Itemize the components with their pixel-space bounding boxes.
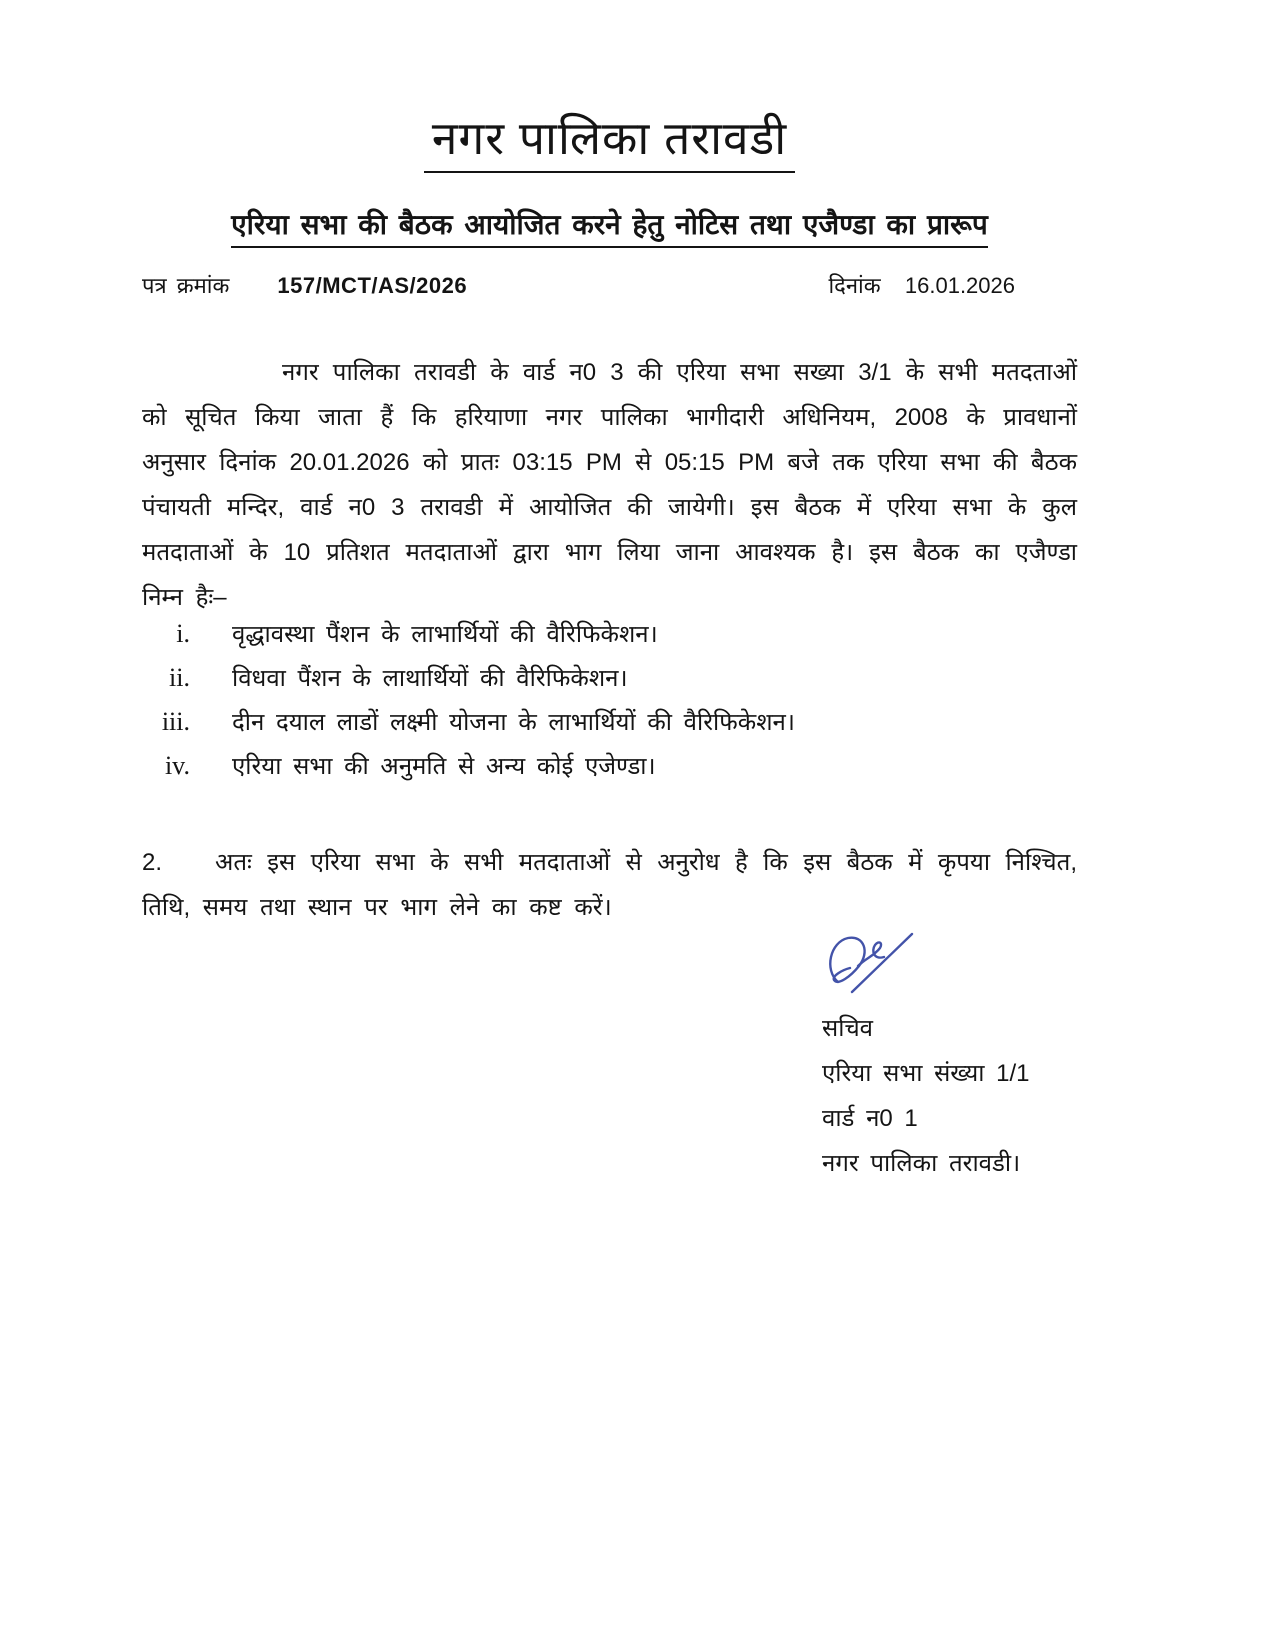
closing-paragraph-text: अतः इस एरिया सभा के सभी मतदाताओं से अनुरोध है कि इस बैठक में कृपया निश्चित, तिथि, समय तथा स्थान पर भाग लेने का कष्ट करें। bbox=[142, 849, 1077, 921]
agenda-item-number: ii. bbox=[169, 663, 190, 692]
signatory-role: सचिव bbox=[822, 1015, 874, 1042]
list-item bbox=[150, 656, 1010, 700]
document-subheader bbox=[142, 208, 1077, 248]
list-item bbox=[150, 700, 1010, 744]
letter-date bbox=[828, 270, 1015, 300]
agenda-item-text: एरिया सभा की अनुमति से अन्य कोई एजेण्डा। bbox=[232, 753, 656, 780]
page-title: नगर पालिका तरावडी bbox=[424, 112, 795, 173]
signature-block bbox=[822, 928, 1030, 1186]
closing-paragraph bbox=[142, 840, 1077, 930]
document-header bbox=[142, 112, 1077, 173]
agenda-list bbox=[150, 612, 1010, 788]
handwritten-signature-icon bbox=[824, 928, 1030, 1006]
agenda-item-number: iv. bbox=[164, 751, 190, 780]
signatory-municipality: नगर पालिका तरावडी। bbox=[822, 1150, 1021, 1177]
agenda-item-number: i. bbox=[176, 619, 190, 648]
list-item bbox=[150, 744, 1010, 788]
date-value: 16.01.2026 bbox=[904, 273, 1015, 298]
body-paragraph: नगर पालिका तरावडी के वार्ड न0 3 की एरिया सभा सख्या 3/1 के सभी मतदताओं को सूचित किया जाता हैं कि हरियाणा नगर पालिका भागीदारी अधिनियम, 2008 के प्रावधानों अनुसार दिनांक 20.01.2026 को प्रातः 03:15 PM से 05:15 PM बजे तक एरिया सभा की बैठक पंचायती मन्दिर, वार्ड न0 3 तरावडी में आयोजित की जायेगी। इस बैठक में एरिया सभा के कुल मतदाताओं के 10 प्रतिशत मतदाताओं द्वारा भाग लिया जाना आवश्यक है। इस बैठक का एजैण्डा निम्न हैः– bbox=[142, 359, 1077, 611]
agenda-item-text: वृद्धावस्था पैंशन के लाभार्थियों की वैरिफिकेशन। bbox=[232, 621, 658, 648]
letter-number-value: 157/MCT/AS/2026 bbox=[277, 273, 468, 298]
letter-number-label: पत्र क्रमांक bbox=[142, 273, 230, 298]
page-subtitle: एरिया सभा की बैठक आयोजित करने हेतु नोटिस तथा एजैण्डा का प्रारूप bbox=[231, 208, 988, 248]
agenda-item-number: iii. bbox=[161, 707, 190, 736]
reference-row bbox=[142, 270, 1077, 300]
signatory-ward: वार्ड न0 1 bbox=[822, 1105, 918, 1132]
agenda-item-text: दीन दयाल लाडों लक्ष्मी योजना के लाभार्थियों की वैरिफिकेशन। bbox=[232, 709, 795, 736]
list-item bbox=[150, 612, 1010, 656]
signatory-area-sabha: एरिया सभा संख्या 1/1 bbox=[822, 1060, 1030, 1087]
date-label: दिनांक bbox=[828, 273, 881, 298]
closing-paragraph-number: 2. bbox=[142, 849, 163, 876]
agenda-item-text: विधवा पैंशन के लाथार्थियों की वैरिफिकेशन। bbox=[232, 665, 628, 692]
